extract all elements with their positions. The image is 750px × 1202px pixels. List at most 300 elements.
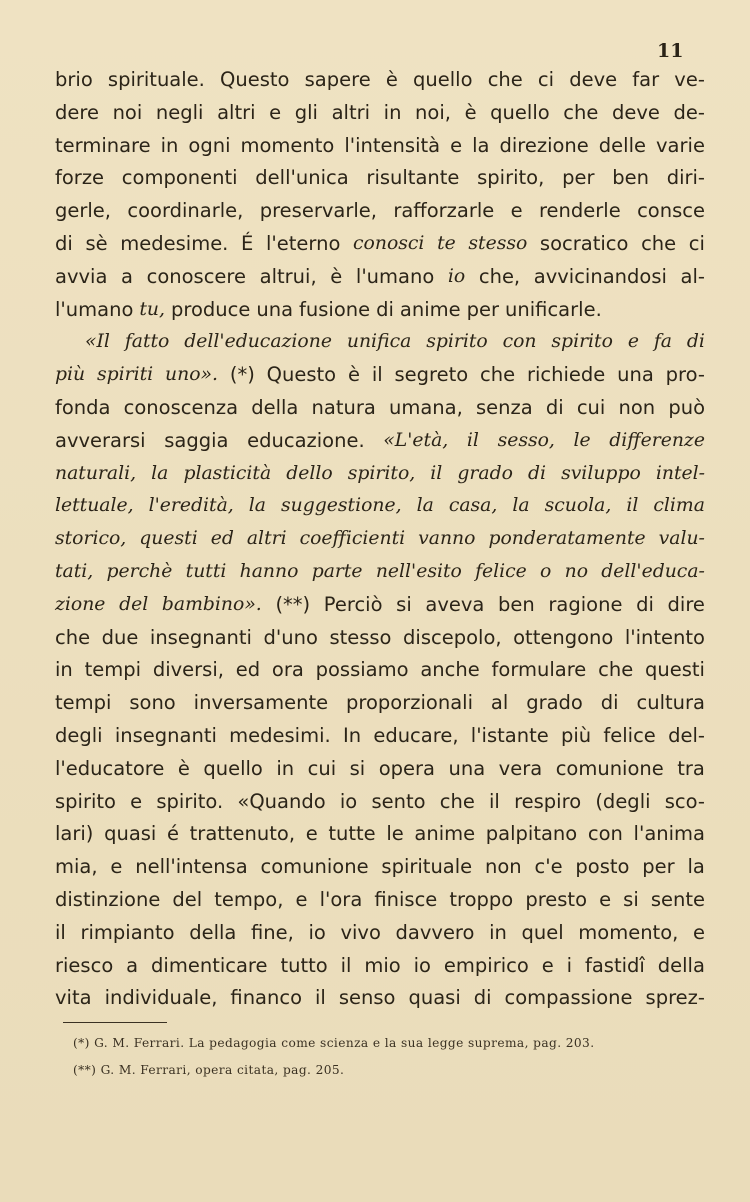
word: vivo (340, 920, 381, 944)
word: tra (677, 756, 705, 780)
word: inversamente (193, 691, 329, 715)
word: si (623, 887, 639, 911)
word: insegnanti (114, 723, 217, 747)
word: direzione (499, 133, 589, 157)
word: e (599, 887, 612, 911)
word: formulare (491, 658, 587, 682)
italic-word: dell'educazione (184, 331, 332, 353)
italic-word: la (416, 495, 434, 517)
word: davvero (395, 920, 475, 944)
word: cultura (636, 691, 705, 715)
footnote-rule (63, 1022, 167, 1023)
italic-word: dello (286, 462, 333, 484)
word: sapere (304, 68, 371, 91)
word: quel (521, 920, 564, 944)
word: opera (378, 756, 435, 780)
word: io (308, 920, 326, 944)
italic-word: con (502, 331, 537, 353)
word: è (385, 68, 398, 91)
word: sco- (664, 789, 705, 813)
word: che (487, 68, 523, 91)
word: gerle, (55, 199, 112, 223)
word: aveva (425, 592, 485, 616)
word: spirito. (156, 789, 224, 813)
italic-word: «Il (85, 331, 110, 353)
word: quello (413, 68, 473, 91)
word: vita (55, 986, 92, 1010)
word: è (464, 100, 477, 124)
italic-word: valu- (658, 528, 705, 550)
word: e (130, 789, 143, 813)
italic-word: scuola, (544, 495, 612, 517)
word: discepolo, (403, 625, 502, 649)
word: sono (129, 691, 176, 715)
word: vera (498, 756, 543, 780)
word: di (376, 297, 394, 321)
word: spirito, (477, 166, 545, 190)
word: e (450, 133, 463, 157)
word: deve (611, 100, 660, 124)
word: noi (112, 100, 143, 124)
word: segreto (394, 363, 469, 387)
word: altri (217, 100, 256, 124)
word: educare, (373, 723, 459, 747)
word: fastidî (584, 953, 645, 977)
word: grado (526, 691, 583, 715)
italic-word: uno». (165, 364, 219, 386)
word: fonda (55, 395, 111, 419)
word: comunione (555, 756, 664, 780)
word: di (55, 231, 73, 255)
italic-word: tati, (55, 560, 94, 582)
word: pro- (665, 363, 705, 387)
word: per (466, 297, 500, 321)
word: l'istante (470, 723, 549, 747)
text-line (55, 720, 705, 753)
word: proporzionali (346, 691, 473, 715)
word: l'educatore (55, 756, 165, 780)
word: terminare (55, 133, 151, 157)
page-number: 11 (657, 40, 684, 62)
word: trattenuto, (189, 822, 296, 846)
italic-word: unifica (346, 331, 412, 353)
text-line (55, 130, 705, 163)
word: tutto (280, 953, 328, 977)
italic-word: bambino». (161, 593, 262, 615)
word: finisce (374, 887, 438, 911)
word: il (55, 920, 66, 944)
italic-word: lettuale, (55, 495, 134, 517)
word: distinzione (55, 887, 161, 911)
word: cui (576, 395, 606, 419)
text-line (55, 523, 705, 556)
word: e (295, 887, 308, 911)
word: che (598, 658, 634, 682)
word: umana, (389, 395, 463, 419)
italic-word: stesso (468, 232, 528, 254)
text-line (55, 162, 705, 195)
word: conoscere (146, 264, 247, 288)
word: questi (644, 658, 705, 682)
word: l'ora (319, 887, 363, 911)
word: fusione (299, 297, 371, 321)
word: che (55, 625, 91, 649)
word: saggia (164, 428, 229, 452)
word: gli (294, 100, 318, 124)
word: con (587, 822, 623, 846)
word: In (342, 723, 362, 747)
word: respiro (514, 789, 582, 813)
word: una (448, 756, 486, 780)
word: il (340, 953, 352, 977)
word: insegnanti (149, 625, 252, 649)
italic-word: fa (653, 331, 672, 353)
word: varie (656, 133, 705, 157)
word: (degli (595, 789, 651, 813)
word: spirituale (381, 855, 473, 879)
word: due (101, 625, 139, 649)
word: (**) (275, 592, 311, 616)
word: dire (667, 592, 705, 616)
text-line (55, 359, 705, 392)
word: si (396, 592, 412, 616)
word: de- (673, 100, 705, 124)
word: la (687, 855, 705, 879)
word: fine, (251, 920, 294, 944)
italic-word: intel- (655, 462, 705, 484)
italic-word: di (527, 462, 546, 484)
word: in (160, 133, 179, 157)
word: unificarle. (505, 297, 602, 321)
italic-word: ponderatamente (488, 528, 646, 550)
italic-word: altri (246, 528, 287, 550)
word: conoscenza (123, 395, 239, 419)
italic-word: sviluppo (561, 462, 641, 484)
italic-word: del (119, 593, 149, 615)
word: dere (55, 100, 99, 124)
word: avverarsi (55, 428, 146, 452)
italic-word: clima (653, 495, 705, 517)
word: del- (668, 723, 705, 747)
italic-word: il (466, 429, 479, 451)
italic-word: sesso, (497, 429, 555, 451)
text-line (55, 294, 705, 327)
word: anche (420, 658, 480, 682)
word: io (339, 789, 358, 813)
word: è (347, 363, 360, 387)
body-text (55, 64, 705, 1015)
italic-word: spirito, (347, 462, 416, 484)
word: una (256, 297, 294, 321)
text-line (55, 97, 705, 130)
word: senso (338, 986, 396, 1010)
word: nell'intensa (135, 855, 248, 879)
text-line (55, 64, 705, 97)
word: individuale, (104, 986, 218, 1010)
text-line (55, 425, 705, 458)
word: produce (171, 297, 251, 321)
word: il (315, 986, 326, 1010)
italic-word: io (447, 265, 466, 287)
footnotes (73, 1030, 594, 1084)
word: di (473, 986, 492, 1010)
word: una (617, 363, 654, 387)
word: medesime. (120, 231, 229, 255)
word: Questo (266, 363, 337, 387)
word: stesso (329, 625, 392, 649)
word: della (657, 953, 705, 977)
text-line (55, 195, 705, 228)
italic-word: suggestione, (281, 495, 402, 517)
word: forze (55, 166, 105, 190)
word: a (121, 264, 133, 288)
word: «Quando (237, 789, 326, 813)
italic-word: o (540, 560, 552, 582)
word: e (110, 855, 123, 879)
word: di (636, 592, 654, 616)
word: c'e (534, 855, 563, 879)
word: che, (478, 264, 521, 288)
word: ve- (674, 68, 705, 91)
word: riesco (55, 953, 114, 977)
word: socratico (539, 231, 629, 255)
word: ogni (188, 133, 231, 157)
word: sente (650, 887, 705, 911)
italic-word: la (512, 495, 530, 517)
italic-word: parte (311, 560, 363, 582)
word: ora (271, 658, 304, 682)
text-line (55, 326, 705, 359)
word: la (472, 133, 490, 157)
word: i (566, 953, 573, 977)
word: anime (399, 297, 461, 321)
word: è (177, 756, 190, 780)
italic-word: il (626, 495, 639, 517)
word: momento, (578, 920, 679, 944)
text-line (55, 753, 705, 786)
word: Questo (220, 68, 290, 91)
italic-word: di (686, 331, 705, 353)
word: deve (569, 68, 618, 91)
word: É (241, 231, 254, 255)
word: tempi (84, 658, 142, 682)
word: del (172, 887, 203, 911)
word: mio (364, 953, 401, 977)
word: e (510, 199, 523, 223)
text-line (55, 818, 705, 851)
italic-word: «L'età, (383, 429, 449, 451)
word: sè (85, 231, 108, 255)
word: Perciò (323, 592, 383, 616)
word: in (276, 756, 295, 780)
italic-word: fatto (124, 331, 170, 353)
word: posto (575, 855, 630, 879)
text-line (55, 490, 705, 523)
word: in (383, 100, 402, 124)
word: felice (603, 723, 656, 747)
word: che (641, 231, 677, 255)
word: altri (331, 100, 371, 124)
word: avvicinandosi (533, 264, 667, 288)
word: spirituale. (107, 68, 205, 91)
italic-word: plasticità (183, 462, 272, 484)
text-line (55, 687, 705, 720)
word: rafforzarle (393, 199, 495, 223)
italic-word: tutti (185, 560, 227, 582)
italic-word: hanno (239, 560, 299, 582)
italic-word: perchè (106, 560, 173, 582)
word: l'umano (55, 297, 134, 321)
text-line (55, 917, 705, 950)
italic-word: storico, (55, 528, 127, 550)
word: comunione (260, 855, 369, 879)
word: ed (235, 658, 261, 682)
text-line (55, 654, 705, 687)
word: palpitano (485, 822, 578, 846)
italic-word: coefficienti (299, 528, 406, 550)
italic-word: nell'esito (375, 560, 462, 582)
text-line (55, 884, 705, 917)
word: renderle (538, 199, 621, 223)
word: non (485, 855, 522, 879)
word: che (439, 789, 475, 813)
text-line (55, 622, 705, 655)
word: tutte (328, 822, 376, 846)
word: al (490, 691, 509, 715)
word: diversi, (152, 658, 224, 682)
word: l'anima (633, 822, 705, 846)
word: ragione (548, 592, 623, 616)
word: negli (155, 100, 204, 124)
italic-word: vanno (418, 528, 476, 550)
italic-word: spirito (426, 331, 488, 353)
word: e (269, 100, 282, 124)
italic-word: spiriti (96, 364, 154, 386)
word: diri- (666, 166, 705, 190)
italic-word: l'eredità, (148, 495, 234, 517)
word: per (562, 166, 595, 190)
italic-word: differenze (609, 429, 705, 451)
word: ottengono (513, 625, 614, 649)
word: a (126, 953, 139, 977)
word: ci (688, 231, 705, 255)
word: sprez- (645, 986, 705, 1010)
italic-word: grado (457, 462, 513, 484)
italic-word: tu, (139, 298, 165, 320)
text-line (55, 556, 705, 589)
word: è (330, 264, 343, 288)
word: tempo, (214, 887, 284, 911)
word: tempi (55, 691, 112, 715)
word: l'intento (624, 625, 705, 649)
text-line (55, 261, 705, 294)
word: degli (55, 723, 103, 747)
word: in (489, 920, 507, 944)
word: dell'unica (255, 166, 349, 190)
text-line (55, 851, 705, 884)
italic-word: più (55, 364, 86, 386)
word: d'uno (263, 625, 318, 649)
italic-word: no (564, 560, 589, 582)
word: al- (680, 264, 705, 288)
word: noi, (415, 100, 451, 124)
word: altrui, (259, 264, 317, 288)
word: si (349, 756, 366, 780)
word: di (545, 395, 564, 419)
text-line (55, 458, 705, 491)
word: di (600, 691, 619, 715)
italic-word: la (248, 495, 266, 517)
word: io (413, 953, 431, 977)
word: quello (203, 756, 263, 780)
word: brio (55, 68, 93, 91)
word: quasi (408, 986, 461, 1010)
word: preservarle, (259, 199, 377, 223)
italic-word: ed (210, 528, 234, 550)
text-line (55, 982, 705, 1015)
word: possiamo (315, 658, 409, 682)
word: financo (230, 986, 303, 1010)
word: della (251, 395, 299, 419)
text-line (55, 786, 705, 819)
word: componenti (121, 166, 238, 190)
word: anime (414, 822, 476, 846)
word: empirico (443, 953, 529, 977)
word: ben (498, 592, 535, 616)
italic-word: naturali, (55, 462, 137, 484)
word: può (668, 395, 705, 419)
italic-word: spirito (551, 331, 613, 353)
word: quello (490, 100, 550, 124)
text-line (55, 228, 705, 261)
word: ci (537, 68, 555, 91)
word: spirito (55, 789, 116, 813)
word: sento (371, 789, 426, 813)
word: momento (240, 133, 335, 157)
word: mia, (55, 855, 98, 879)
word: che (563, 100, 599, 124)
word: in (55, 658, 73, 682)
word: e (305, 822, 318, 846)
italic-word: questi (139, 528, 198, 550)
word: senza (475, 395, 533, 419)
text-line (55, 392, 705, 425)
word: risultante (366, 166, 460, 190)
footnote: (*) G. M. Ferrari. La pedagogia come scienza e la sua legge suprema, pag. 203. (73, 1036, 595, 1050)
word: l'umano (355, 264, 435, 288)
italic-word: felice (475, 560, 527, 582)
word: rimpianto (80, 920, 175, 944)
word: il (371, 363, 383, 387)
italic-word: la (151, 462, 169, 484)
italic-word: le (573, 429, 591, 451)
word: l'eterno (266, 231, 341, 255)
word: non (618, 395, 656, 419)
word: far (632, 68, 660, 91)
word: e (692, 920, 705, 944)
word: troppo (449, 887, 514, 911)
italic-word: te (437, 232, 456, 254)
word: presto (525, 887, 588, 911)
word: richiede (526, 363, 606, 387)
footnote: (**) G. M. Ferrari, opera citata, pag. 205. (73, 1063, 345, 1077)
word: avvia (55, 264, 108, 288)
italic-word: e (627, 331, 639, 353)
word: compassione (504, 986, 633, 1010)
word: cui (307, 756, 337, 780)
word: educazione. (247, 428, 365, 452)
word: consce (637, 199, 705, 223)
